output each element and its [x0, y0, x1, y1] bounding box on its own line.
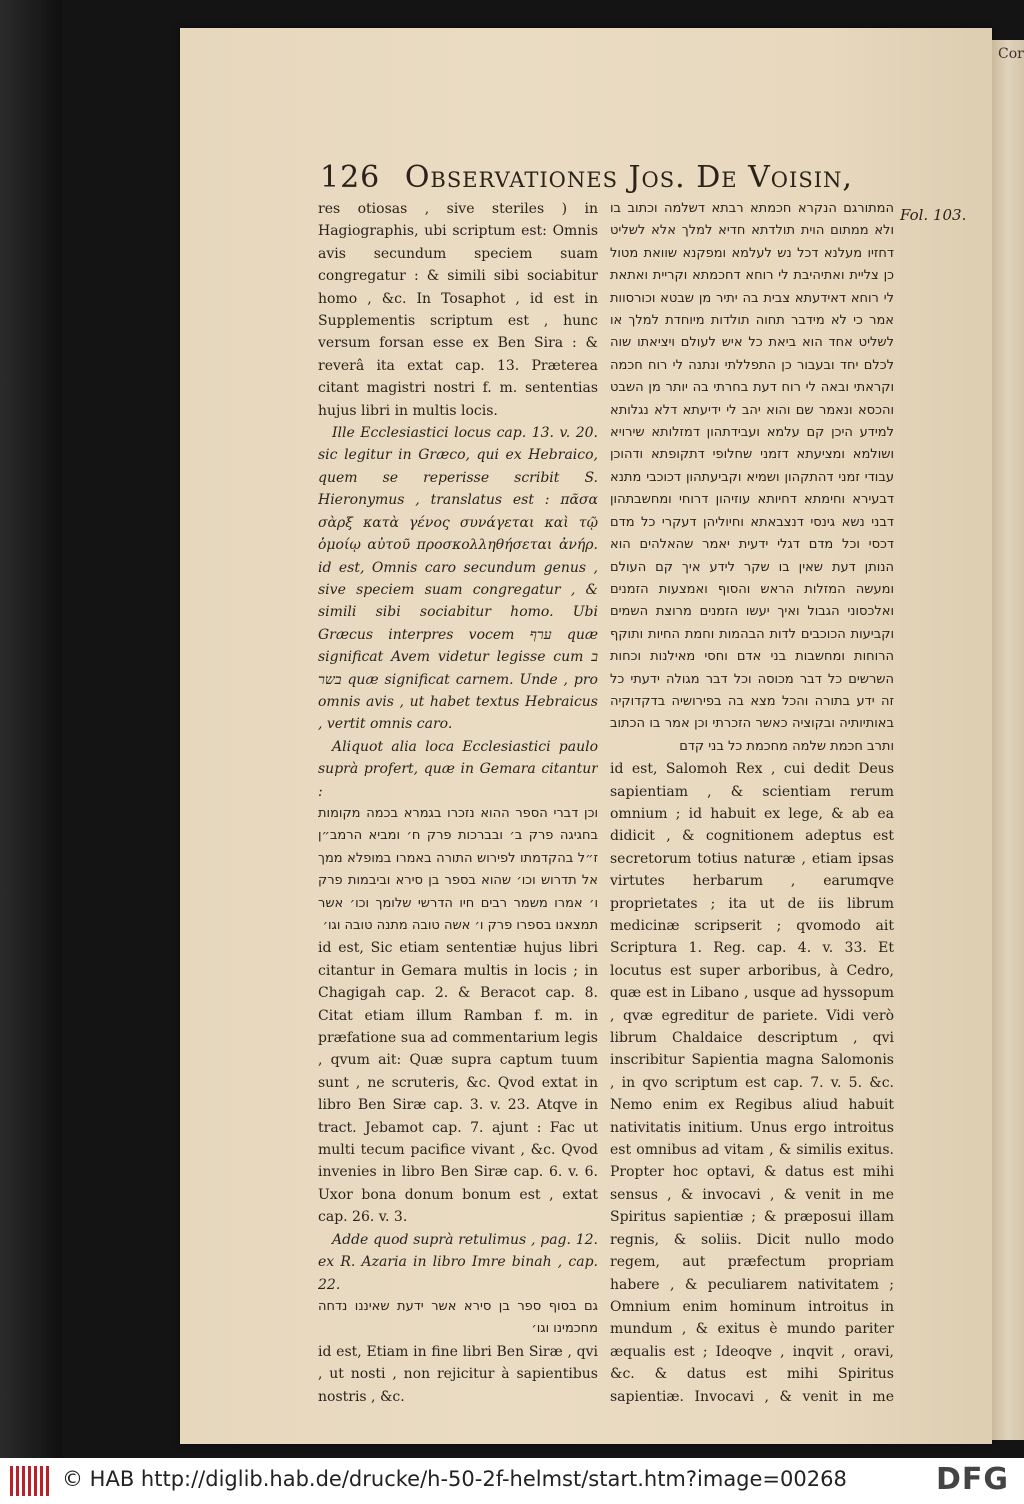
- binding-edge: [0, 0, 62, 1458]
- hab-logo-icon: [10, 1466, 50, 1496]
- left-para-5: Adde quod suprà retulimus , pag. 12. ex R. Azaria in libro Imre binah , cap. 22.: [318, 1231, 598, 1293]
- left-para-3: Aliquot alia loca Ecclesiastici paulo suprà profert, quæ in Gemara citantur :: [318, 738, 598, 800]
- left-hebrew-2: גם בסוף ספר בן סירא אשר ידעת שאיננו נדחה מחכמינו וגו׳: [318, 1298, 598, 1337]
- page-title: Observationes Jos. De Voisin,: [404, 160, 853, 195]
- left-hebrew-1: וכן דברי הספר ההוא נזכרו בגמרא בכמה מקומות בחגיגה פרק ב׳ ובברכות פרק ח׳ ומביא הרמב״ן ז״ל בהקדמתו לפירוש התורה באמרו במופלא ממך אל תדרוש וכו׳ שהוא בספר בן סירא וביבמות פרק ו׳ אמרו משמר רבים חיו הדרשי שלומך וכו׳ אשר תמצאנו בספרו פרק ו׳ אשה טובה מתנה טובה וגו׳: [318, 805, 598, 933]
- left-para-2: Ille Ecclesiastici locus cap. 13. v. 20. sic legitur in Græco, qui ex Hebraico, quem se reperisse scribit S. Hieronymus , translatus est : πᾶσα σὰρξ κατὰ γένος συνάγεται καὶ τῷ ὁμοίῳ αὐτοῦ προσκολληθήσεται ἀνήρ. id est, Omnis caro secundum genus , sive speciem suam congregatur , & simili sibi sociabitur homo. Ubi Græcus interpres vocem ערף quæ significat Avem videtur legisse cum ב בשר quæ significat carnem. Unde , pro omnis avis , ut habet textus Hebraicus , vertit omnis caro.: [318, 425, 598, 733]
- running-head: [320, 160, 1000, 200]
- facing-edge-word: Cor: [998, 46, 1024, 62]
- left-para-1: res otiosas , sive steriles ) in Hagiographis, ubi scriptum est: Omnis avis secundum speciem suam congregatur : & simili sibi sociabitur homo , &c. In Tosaphot , id est in Supplementis scriptum est , hunc versum forsan esse ex Ben Sira : & reverâ ita extat cap. 13. Præterea citant magistri nostri f. m. sententias hujus libri in multis locis.: [318, 201, 598, 419]
- folio-margin-note: Fol. 103.: [900, 206, 967, 224]
- facing-page-edge: [992, 40, 1024, 1440]
- page-number: 126: [320, 160, 381, 195]
- right-column: [610, 198, 894, 1408]
- left-column: [318, 198, 598, 1408]
- viewer-footer: [0, 1458, 1024, 1504]
- right-hebrew-1: המתורגם הנקרא חכמתא רבתא דשלמה וכתוב בו ולא ממתום הוית תולדתא חדיא למלך אלא לשליט דחזיו מעלנא דכל נש לעלמא ומפקנא שוואת מטול כן צליית ואתיהיבת לי רוחא דחכמתא וקריית ואתאת לי רוחא דאידעתא צבית בה יתיר מן שבטא וכורסוות אמר כי לא מידבר תחוה תולדות מיוחדת למלך או לשליט אחד הוא ביאת כל איש לעולם ויציאתו שוה לכלם יחד ובעבור כן התפללתי ונתנה לי רוח חכמה וקראתי ובאה לי רוח דעת בחרתי בה יותר מן השבט והכסא ונאמר שם והוא יהב לי ידיעתא דלא נגלותא למידע היכן קם עלמא ועבידתהון דמזלותא שירויא ושולמא ומציעתא דזמני שחלופי דתקופתא ודהוכן עבודי זמני דהתקהון ושמיא וקביעתהון דכוכבי מתנא דבעירא וחימתא דחיותא עוזיהון דרוחי ומחשבתהון דבני נשא גינסי דנצבאתא וחיוליהן דעקרי כל מדם דכסי וכל מדם דגלי ידעית יאמר שהאלהים הוא הנותן דעת שאין בו שקר לידע איך קם העולם ומעשה המזלות הראש והסוף ואמצעות הזמנים ואלכסוני הגבול ואיך יעשו הזמנים מרוצת השמים וקביעות הכוכבים לדות הבהמות וחמת החיות ותוקף הרוחות ומחשבות בני אדם וחסי מאילנות וכחות השרשים כל דבר מכוסה וכל דבר מגולה ידעתי כל זה ידע בתורה והכל מצא בה בפירושיה בדקדוקיה באותיותיה ובקוציה כאשר הזכרתי וכן אמר בו הכתוב ותרב חכמת שלמה מחכמת כל בני קדם: [610, 201, 894, 754]
- left-para-6: id est, Etiam in fine libri Ben Siræ , qvi , ut nosti , non rejicitur à sapientibus nostris , &c.: [318, 1343, 598, 1405]
- right-para-1: id est, Salomoh Rex , cui dedit Deus sapientiam , & scientiam rerum omnium ; id habuit ex lege, & ab ea didicit , & cognitionem adeptus est secretorum totius naturæ , etiam ipsas virtutes herbarum , earumqve proprietates ; ita ut de iis librum medicinæ scripserit ; qvomodo ait Scriptura 1. Reg. cap. 4. v. 33. Et locutus est super arboribus, à Cedro, quæ est in Libano , usque ad hyssopum , qvæ egreditur de pariete. Vidi verò librum Chaldaice descriptum , qvi inscribitur Sapientia magna Salomonis , in qvo scriptum est cap. 7. v. 5. &c. Nemo enim ex Regibus aliud habuit nativitatis initium. Unus ergo introitus est omnibus ad vitam , & similis exitus. Propter hoc optavi, & datus est mihi sensus , & invocavi , & venit in me Spiritus sapientiæ ; & præposui illam regnis, & soliis. Dicit nullo modo regem, aut præfectum propriam habere , & peculiarem nativitatem ; Omnium enim hominum introitus in mundum , & exitus è mundo pariter æqualis est ; Ideoqve , inqvit , oravi, &c. & datus est mihi Spiritus sapientiæ. Invocavi , & venit in me: [610, 761, 894, 1405]
- copyright-link[interactable]: © HAB http://diglib.hab.de/drucke/h-50-2f-helmst/start.htm?image=00268: [62, 1467, 847, 1491]
- left-para-4: id est, Sic etiam sententiæ hujus libri citantur in Gemara multis in locis ; in Chagigah cap. 2. & Beracot cap. 8. Citat etiam illum Ramban f. m. in præfatione sua ad commentarium legis , qvum ait: Quæ supra captum tuum sunt , ne scruteris, &c. Qvod extat in libro Ben Siræ cap. 3. v. 23. Atqve in tract. Jebamot cap. 7. ajunt : Fac ut multi tecum pacifice vivant , &c. Qvod invenies in libro Ben Siræ cap. 6. v. 6. Uxor bona donum bonum est , extat cap. 26. v. 3.: [318, 940, 598, 1226]
- dfg-logo: DFG: [936, 1462, 1010, 1497]
